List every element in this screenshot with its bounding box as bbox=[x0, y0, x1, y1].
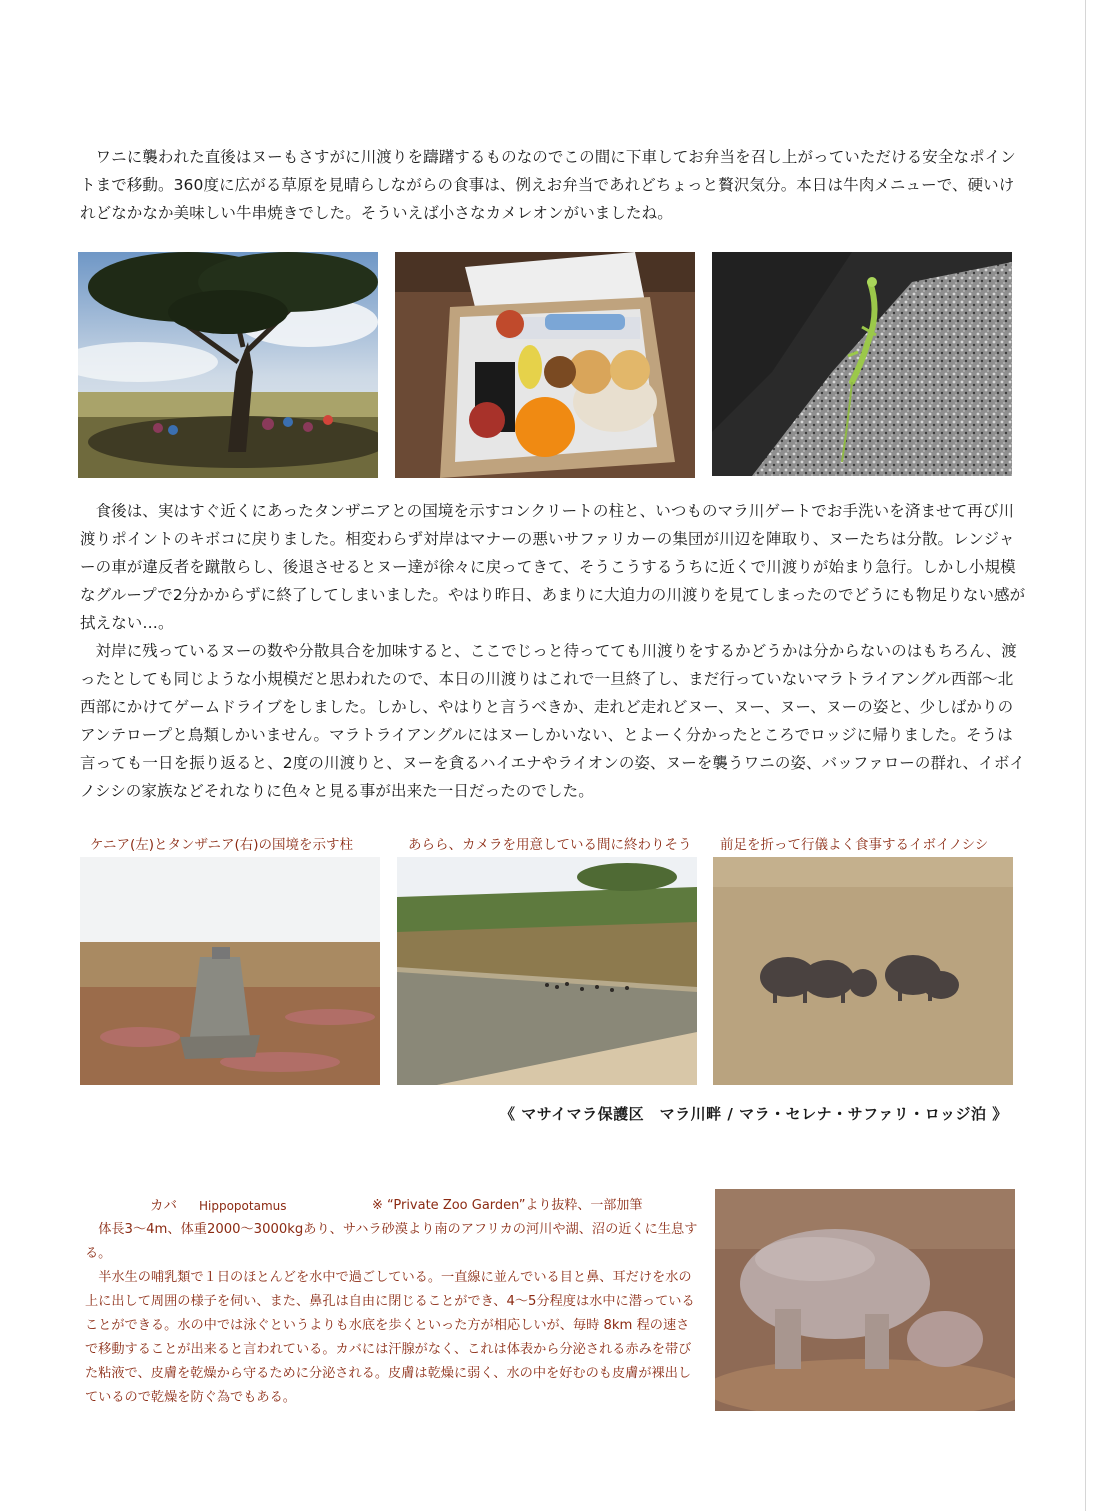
photo-lunch-box bbox=[395, 252, 695, 478]
photo-warthogs bbox=[713, 857, 1013, 1085]
hippo-description bbox=[85, 1218, 700, 1410]
photo-hippo bbox=[715, 1189, 1015, 1411]
hippo-name-en: Hippopotamus bbox=[199, 1199, 287, 1213]
paragraph-lunch bbox=[80, 143, 1028, 227]
paragraph-2: 食後は、実はすぐ近くにあったタンザニアとの国境を示すコンクリートの柱と、いつものマラ川ゲートでお手洗いを済ませて再び川渡りポイントのキボコに戻りました。相変わらず対岸はマナーの悪いサファリカーの集団が川辺を陣取り、ヌーたちは分散。レンジャーの車が違反者を蹴散らし、後退させるとヌー達が徐々に戻ってきて、そうこうするうちに近くで川渡りが始まり急行。しかし小規模なグループで2分かからずに終了してしまいました。やはり昨日、あまりに大迫力の川渡りを見てしまったのでどうにも物足りない感が拭えない…。 bbox=[80, 502, 1026, 632]
hippo-source-note: ※ “Private Zoo Garden”より抜粋、一部加筆 bbox=[372, 1198, 643, 1213]
page-edge bbox=[1085, 0, 1086, 1511]
photo-tree-picnic bbox=[78, 252, 378, 478]
hippo-name-ja: カバ bbox=[150, 1198, 177, 1214]
paragraph-3: 対岸に残っているヌーの数や分散具合を加味すると、ここでじっと待ってても川渡りをするかどうかは分からないのはもちろん、渡ったとしても同じような小規模だと思われたので、本日の川渡りはこれで一旦終了し、まだ行っていないマラトライアングル西部～北西部にかけてゲームドライブをしました。しかし、やはりと言うべきか、走れど走れどヌー、ヌー、ヌー、ヌーの姿と、少しばかりのアンテロープと鳥類しかいません。マラトライアングルにはヌーしかいない、とよーく分かったところでロッジに帰りました。そうは言っても一日を振り返ると、2度の川渡りと、ヌーを貪るハイエナやライオンの姿、ヌーを襲うワニの姿、バッファローの群れ、イボイノシシの家族などそれなりに色々と見る事が出来た一日だったのでした。 bbox=[80, 642, 1026, 800]
paragraph-1: ワニに襲われた直後はヌーもさすがに川渡りを躊躇するものなのでこの間に下車してお弁当を召し上がっていただける安全なポイントまで移動。360度に広がる草原を見晴らしながらの食事は、例えお弁当であれどちょっと贅沢気分。本日は牛肉メニューで、硬いけれどなかなか美味しい牛串焼きでした。そういえば小さなカメレオンがいましたね。 bbox=[80, 148, 1016, 222]
hippo-body-1: 体長3～4m、体重2000～3000kgあり、サハラ砂漠より南のアフリカの河川や湖、沼の近くに生息する。 bbox=[85, 1222, 698, 1261]
caption-warthog: 前足を折って行儀よく食事するイボイノシシ bbox=[720, 837, 989, 853]
photo-river-crossing bbox=[397, 857, 697, 1085]
photo-border-pillar bbox=[80, 857, 380, 1085]
paragraph-afternoon bbox=[80, 497, 1028, 805]
hippo-heading bbox=[150, 1194, 710, 1214]
location-line: 《 マサイマラ保護区 マラ川畔 / マラ・セレナ・サファリ・ロッジ泊 》 bbox=[500, 1105, 1008, 1123]
caption-border-pillar: ケニア(左)とタンザニア(右)の国境を示す柱 bbox=[90, 837, 353, 853]
photo-chameleon bbox=[712, 252, 1012, 476]
caption-river-crossing: あらら、カメラを用意している間に終わりそう bbox=[408, 837, 692, 853]
hippo-body-2: 半水生の哺乳類で１日のほとんどを水中で過ごしている。一直線に並んでいる目と鼻、耳だけを水の上に出して周囲の様子を伺い、また、鼻孔は自由に閉じることができ、4～5分程度は水中に潜っていることができる。水の中では泳ぐというよりも水底を歩くといった方が相応しいが、毎時 8km 程の速さで移動することが出来ると言われている。カバには汗腺がなく、これは体表から分泌される赤みを帯びた粘液で、皮膚を乾燥から守るために分泌される。皮膚は乾燥に弱く、水の中を好むのも皮膚が裸出しているので乾燥を防ぐ為でもある。 bbox=[85, 1270, 695, 1405]
